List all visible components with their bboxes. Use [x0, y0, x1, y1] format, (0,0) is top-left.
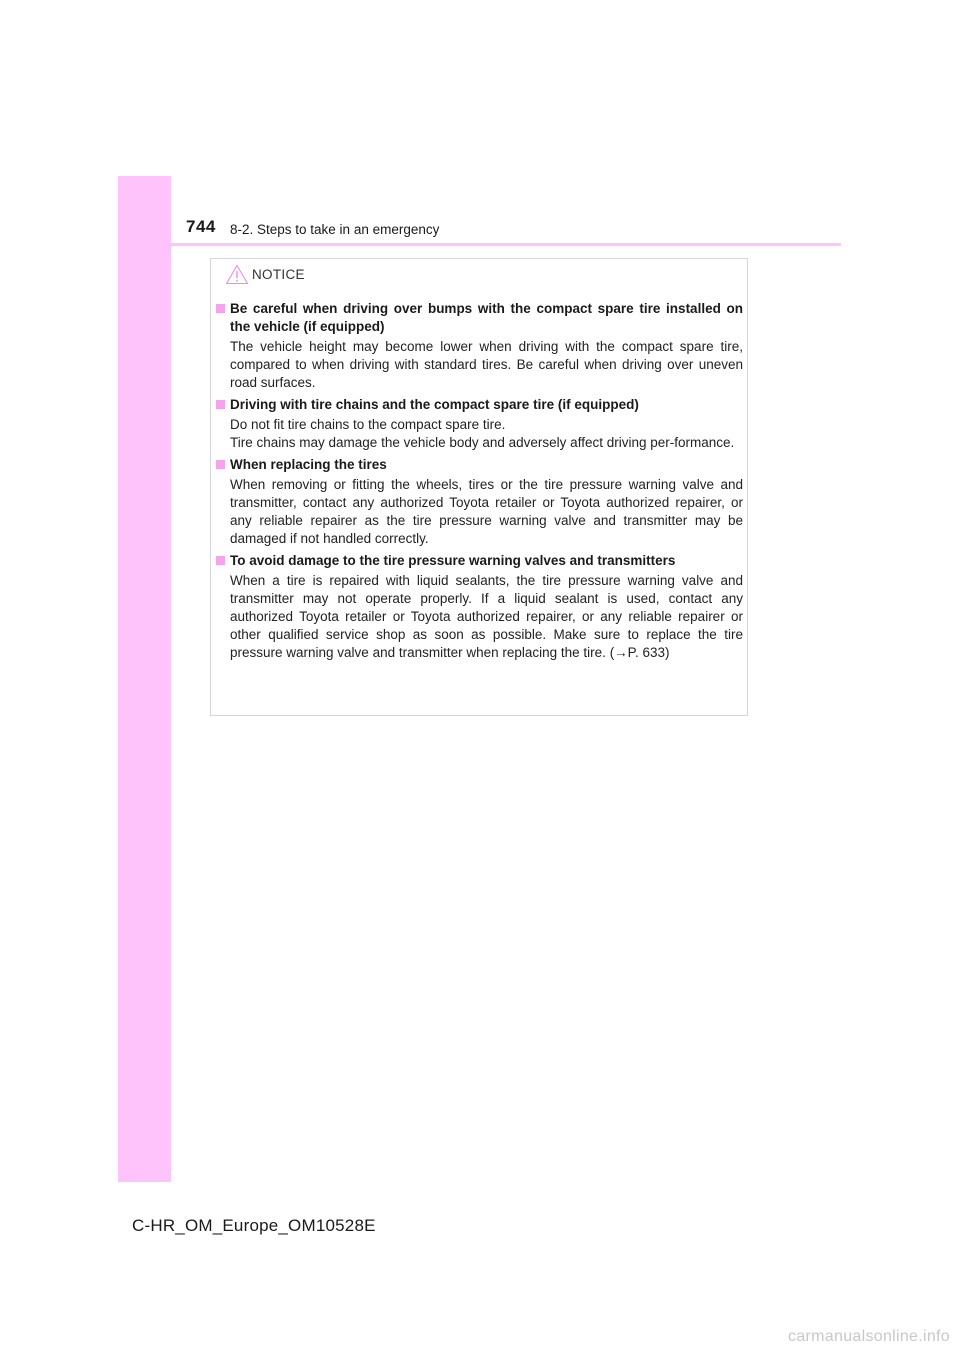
notice-item-title: Driving with tire chains and the compact spare tire (if equipped)	[230, 397, 639, 412]
square-bullet-icon	[216, 400, 225, 409]
notice-box	[210, 258, 748, 716]
square-bullet-icon	[216, 304, 225, 313]
notice-item-text: Tire chains may damage the vehicle body and adversely affect driving per-formance.	[230, 435, 735, 450]
notice-item	[216, 396, 743, 452]
page-number: 744	[186, 217, 216, 236]
section-title: 8-2. Steps to take in an emergency	[230, 222, 440, 237]
header-rule	[118, 243, 841, 246]
notice-item-title: To avoid damage to the tire pressure warning valves and transmitters	[230, 553, 676, 568]
notice-item-text: The vehicle height may become lower when driving with the compact spare tire, compared to when driving with standard tires. Be careful when driving over uneven road surfaces.	[230, 339, 743, 390]
notice-item-text: Do not fit tire chains to the compact spare tire.	[230, 417, 506, 432]
notice-item-text: When a tire is repaired with liquid sealants, the tire pressure warning valve and transmitter may not operate properly. If a liquid sealant is used, contact any authorized Toyota retailer or Toyota authorized repairer, or any reliable repairer or other qualified service shop as soon as possible. Make sure to replace the tire pressure warning valve and transmitter when replacing the tire. (→P. 633)	[230, 573, 743, 660]
warning-triangle-icon	[225, 264, 249, 285]
notice-item-text: When removing or fitting the wheels, tires or the tire pressure warning valve and transmitter, contact any authorized Toyota retailer or Toyota authorized repairer, or any reliable repairer as the tire pressure warning valve and transmitter may be damaged if not handled correctly.	[230, 477, 743, 546]
notice-item-title: When replacing the tires	[230, 457, 387, 472]
chapter-side-tab	[118, 176, 171, 1182]
notice-item	[216, 552, 743, 662]
square-bullet-icon	[216, 460, 225, 469]
square-bullet-icon	[216, 556, 225, 565]
notice-item	[216, 300, 743, 392]
notice-label: NOTICE	[252, 266, 305, 282]
notice-item-title: Be careful when driving over bumps with the compact spare tire installed on the vehicle (if equipped)	[230, 301, 743, 334]
notice-header	[225, 259, 305, 289]
notice-item	[216, 456, 743, 548]
document-code: C-HR_OM_Europe_OM10528E	[132, 1216, 376, 1235]
notice-items	[216, 300, 743, 666]
watermark: carmanualsonline.info	[788, 1328, 950, 1345]
